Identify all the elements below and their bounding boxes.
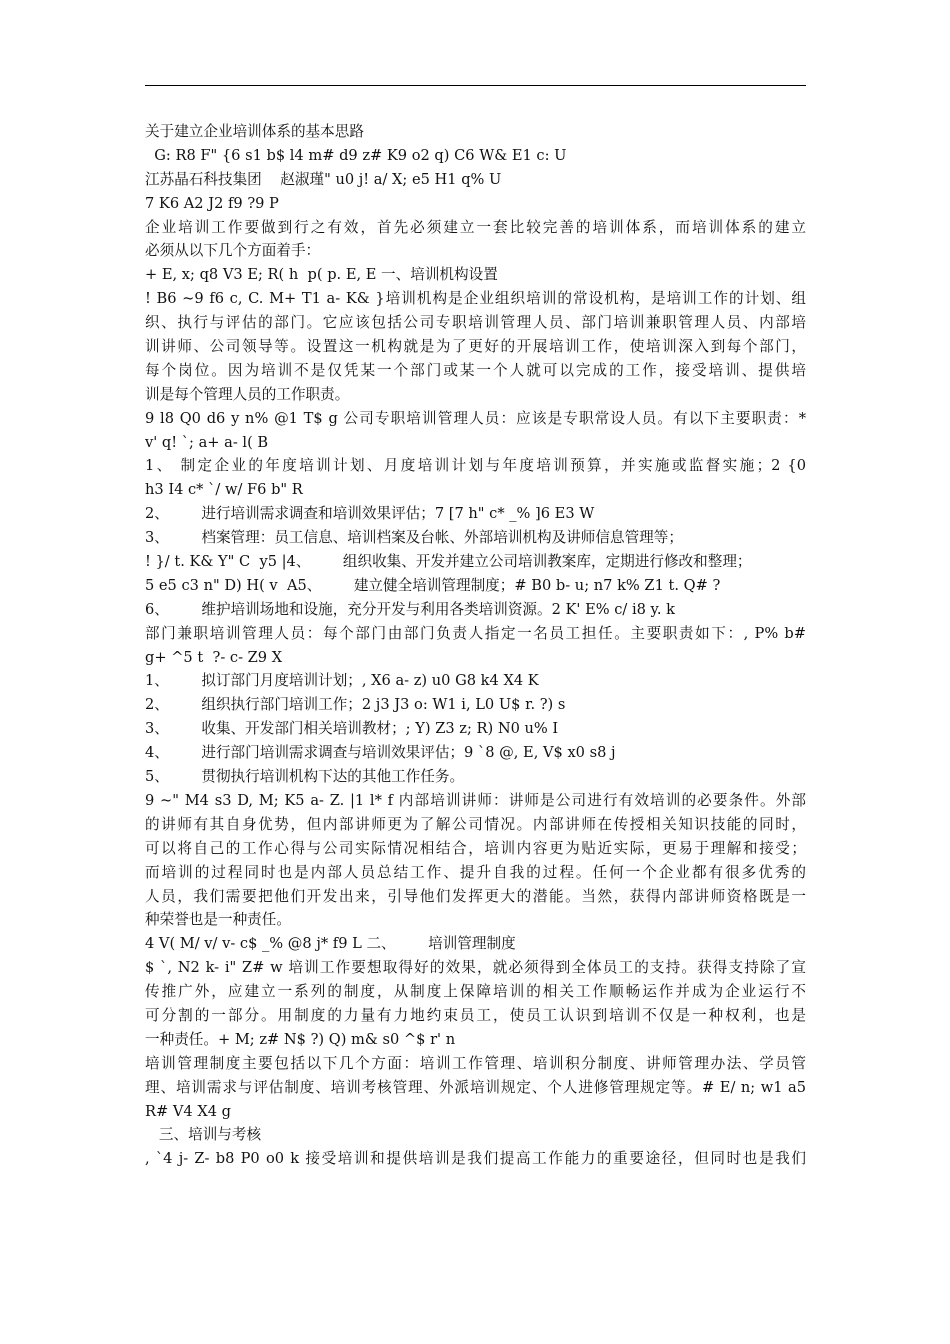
text-line: G: R8 F" {6 s1 b$ l4 m# d9 z# K9 o2 q) C6 W& E1 c: U [145,146,567,164]
text-line: 1、 拟订部门月度培训计划；, X6 a- z) u0 G8 k4 X4 K [145,672,539,690]
text-line: 江苏晶石科技集团 赵淑瑾" u0 j! a/ X; e5 H1 q% U [145,170,502,188]
text-line: 理、培训需求与评估制度、培训考核管理、外派培训规定、个人进修管理规定等。# E/ n; w1 a5 [145,1078,806,1096]
text-line: 7 K6 A2 J2 f9 ?9 P [145,194,279,212]
text-line: 1、 制定企业的年度培训计划、月度培训计划与年度培训预算，并实施或监督实施；2 {0 [145,457,806,475]
text-line: h3 I4 c* `/ w/ F6 b" R [145,481,303,499]
text-line: 一种责任。+ M; z# N$ ?) Q) m& s0 ^$ r' n [145,1030,456,1048]
text-line: 2、 组织执行部门培训工作；2 j3 J3 o: W1 i, L0 U$ r. ?) s [145,696,566,714]
text-line: 传推广外，应建立一系列的制度，从制度上保障培训的相关工作顺畅运作并成为企业运行不 [145,983,806,1001]
text-line: 训讲师、公司领导等。设置这一机构就是为了更好的开展培训工作，使培训深入到每个部门， [145,338,806,356]
text-line: 种荣誉也是一种责任。 [145,911,291,929]
text-line: 训是每个管理人员的工作职责。 [145,385,350,403]
text-line: + E, x; q8 V3 E; R( h p( p. E, E 一、培训机构设置 [145,266,498,284]
text-line: 2、 进行培训需求调查和培训效果评估；7 [7 h" c* _% ]6 E3 W [145,505,595,523]
text-line: 织、执行与评估的部门。它应该包括公司专职培训管理人员、部门培训兼职管理人员、内部培 [145,314,806,332]
text-line: 9 l8 Q0 d6 y n% @1 T$ g 公司专职培训管理人员：应该是专职常设人员。有以下主要职责：* [145,409,806,427]
text-line: 可以将自己的工作心得与公司实际情况相结合，培训内容更为贴近实际，更易于理解和接受； [145,839,806,857]
text-line: 部门兼职培训管理人员：每个部门由部门负责人指定一名员工担任。主要职责如下：, P% b# [145,624,806,642]
text-line: v' q! `; a+ a- l( B [145,433,269,451]
text-line: 企业培训工作要做到行之有效，首先必须建立一套比较完善的培训体系，而培训体系的建立 [145,218,806,236]
text-line: 6、 维护培训场地和设施，充分开发与利用各类培训资源。2 K' E% c/ i8 y. k [145,600,675,618]
text-line: 3、 收集、开发部门相关培训教材；; Y) Z3 z; R) N0 u% I [145,720,559,738]
text-line: 培训管理制度主要包括以下几个方面：培训工作管理、培训积分制度、讲师管理办法、学员管 [145,1054,806,1072]
text-line: 人员，我们需要把他们开发出来，引导他们发挥更大的潜能。当然，获得内部讲师资格既是一 [145,887,806,905]
text-line: 关于建立企业培训体系的基本思路 [145,123,364,140]
text-line: 的讲师有其自身优势，但内部讲师更为了解公司情况。内部讲师在传授相关知识技能的同时， [145,815,806,833]
text-line: 三、培训与考核 [145,1126,262,1144]
text-line: $ `, N2 k- i" Z# w 培训工作要想取得好的效果，就必须得到全体员工的支持。获得支持除了宣 [145,959,806,977]
text-line: ! B6 ~9 f6 c, C. M+ T1 a- K& }培训机构是企业组织培训的常设机构，是培训工作的计划、组 [145,290,806,308]
text-line: 而培训的过程同时也是内部人员总结工作、提升自我的过程。任何一个企业都有很多优秀的 [145,863,806,881]
text-line: 5、 贯彻执行培训机构下达的其他工作任务。 [145,768,465,786]
text-line: 4、 进行部门培训需求调查与培训效果评估；9 `8 @, E, V$ x0 s8 j [145,744,616,762]
text-line: 必须从以下几个方面着手： [145,242,321,260]
text-line: 3、 档案管理：员工信息、培训档案及台帐、外部培训机构及讲师信息管理等； [145,529,683,547]
text-line: g+ ^5 t ?- c- Z9 X [145,648,283,666]
document-body [145,120,806,1171]
text-line: ! }/ t. K& Y" C y5 |4、 组织收集、开发并建立公司培训教案库，定期进行修改和整理； [145,553,752,571]
text-line: , `4 j- Z- b8 P0 o0 k 接受培训和提供培训是我们提高工作能力的重要途径，但同时也是我们 [145,1150,806,1168]
text-line: 5 e5 c3 n" D) H( v A5、 建立健全培训管理制度；# B0 b- u; n7 k% Z1 t. Q# ? [145,576,721,594]
text-line: 4 V( M/ v/ v- c$ _% @8 j* f9 L 二、 培训管理制度 [145,935,516,953]
text-line: 9 ~" M4 s3 D, M; K5 a- Z. |1 l* f 内部培训讲师：讲师是公司进行有效培训的必要条件。外部 [145,791,806,809]
text-line: 每个岗位。因为培训不是仅凭某一个部门或某一个人就可以完成的工作，接受培训、提供培 [145,361,806,379]
header-rule [145,85,806,86]
text-line: 可分割的一部分。用制度的力量有力地约束员工，使员工认识到培训不仅是一种权利，也是 [145,1006,806,1024]
text-line: R# V4 X4 g [145,1102,231,1120]
